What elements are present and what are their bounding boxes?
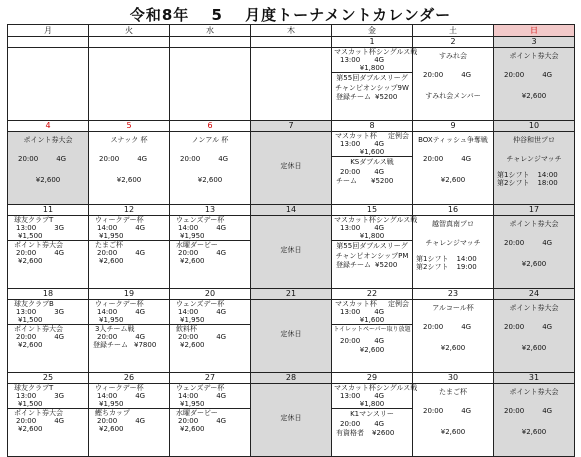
event-games: 4G [54, 249, 65, 258]
event-name: 第55回ダブルスリーグ [336, 242, 408, 251]
event-games: 4G [374, 392, 385, 401]
event-fee: ¥1,600 [359, 148, 385, 157]
event-fee: ¥2,600 [180, 257, 205, 266]
event-name: ノンアル 杯 [191, 136, 229, 144]
event-name: ポイント券大会 [509, 52, 559, 60]
event-cell [8, 384, 89, 457]
event-fee: ¥2,600 [197, 176, 223, 185]
event-time: 14:00 [178, 392, 199, 401]
event-time: 14:00 [97, 308, 118, 317]
event-games: 4G [135, 249, 146, 258]
event-name: ポイント券大会 [14, 409, 63, 418]
event-cell [89, 132, 170, 205]
day-number: 4 [8, 121, 89, 132]
event-games: 4G [374, 337, 385, 346]
event-cell [8, 300, 89, 373]
event-cell [413, 216, 494, 289]
event-cell [413, 132, 494, 205]
day-number: 2 [413, 37, 494, 48]
week-3-events [8, 216, 575, 289]
event-name: スナック 杯 [110, 136, 148, 144]
event-subtitle: チャレンジマッチ [425, 239, 481, 248]
event-games: 4G [135, 392, 146, 401]
event-type: シングルス戦 [375, 384, 418, 392]
empty-day-cell [170, 48, 251, 121]
week-5-day-numbers [8, 373, 575, 384]
day-number: 3 [494, 37, 575, 48]
event-fee: ¥2,600 [18, 425, 43, 434]
event-time: 14:00 [97, 392, 118, 401]
event-games: 4G [54, 333, 65, 342]
event-name: ポイント券大会 [509, 388, 559, 396]
day-number: 24 [494, 289, 575, 300]
closed-day-cell [251, 300, 332, 373]
event-games: 4G [542, 239, 553, 248]
event-time: 14:00 [178, 224, 199, 233]
event-name: 水曜ダービー [176, 241, 218, 250]
weekday-thu: 木 [251, 25, 332, 37]
event-fee: ¥5200 [375, 261, 398, 270]
shift-label: 第2シフト [416, 263, 449, 272]
week-4-events [8, 300, 575, 373]
closed-label: 定休日 [280, 413, 302, 422]
event-time: 20:00 [423, 71, 444, 80]
day-number: 29 [332, 373, 413, 384]
event-entry: すみれ会メンバー [425, 92, 481, 101]
event-games: 3G [54, 308, 65, 317]
day-number: 9 [413, 121, 494, 132]
event-games: 4G [135, 333, 146, 342]
event-fee: ¥1,950 [180, 316, 205, 325]
event-name: トイレットペーパー取り放題 [333, 326, 411, 334]
event-games: 4G [216, 333, 227, 342]
empty-day-cell [8, 48, 89, 121]
shift-time: 19:00 [456, 263, 477, 272]
event-time: 20:00 [16, 333, 37, 342]
event-time: 20:00 [178, 249, 199, 258]
day-number: 15 [332, 205, 413, 216]
event-name: たまご杯 [95, 241, 123, 250]
event-time: 20:00 [18, 155, 39, 164]
day-number: 27 [170, 373, 251, 384]
event-entry: 登録チーム [93, 341, 128, 350]
event-fee: ¥7800 [134, 341, 157, 350]
event-games: 4G [54, 417, 65, 426]
event-entry: 登録チーム [336, 93, 371, 102]
event-cell [494, 300, 575, 373]
week-3-day-numbers [8, 205, 575, 216]
event-cell [494, 132, 575, 205]
day-number: 17 [494, 205, 575, 216]
event-games: 4G [461, 155, 472, 164]
day-number: 13 [170, 205, 251, 216]
event-games: 4G [135, 224, 146, 233]
event-games: 4G [374, 56, 385, 65]
event-time: 14:00 [97, 224, 118, 233]
day-number: 30 [413, 373, 494, 384]
event-time: 20:00 [16, 417, 37, 426]
closed-label: 定休日 [280, 161, 302, 170]
event-games: 4G [461, 323, 472, 332]
event-fee: ¥2,600 [521, 428, 547, 437]
event-games: 4G [542, 71, 553, 80]
event-name: 球友クラブB [14, 300, 54, 308]
event-name: 第55回ダブルスリーグ [336, 74, 408, 83]
event-time: 20:00 [504, 71, 525, 80]
event-cell [89, 300, 170, 373]
shift-time: 14:00 [537, 171, 558, 180]
weekday-sat: 土 [413, 25, 494, 37]
event-name: マスカット杯 [334, 48, 376, 56]
empty-day-cell [251, 48, 332, 121]
event-type: 定例会 [388, 300, 409, 308]
event-name: マスカット杯 [334, 384, 376, 392]
event-entry: 有資格者 [336, 429, 364, 438]
event-games: 4G [374, 140, 385, 149]
event-name: BOXティッシュ争奪戦 [418, 136, 488, 144]
event-fee: ¥1,500 [18, 400, 43, 409]
event-fee: ¥1,950 [99, 232, 124, 241]
day-number: 19 [89, 289, 170, 300]
event-games: 4G [216, 392, 227, 401]
event-fee: ¥5200 [375, 93, 398, 102]
event-cell [170, 132, 251, 205]
weekday-header-row [8, 25, 575, 37]
event-fee: ¥2,600 [440, 428, 466, 437]
event-games: 4G [542, 323, 553, 332]
event-fee: ¥1,800 [359, 64, 385, 73]
event-cell [332, 216, 418, 289]
day-number: 14 [251, 205, 332, 216]
event-games: 4G [137, 155, 148, 164]
event-time: 20:00 [178, 417, 199, 426]
shift-time: 18:00 [537, 179, 558, 188]
event-fee: ¥2,600 [359, 346, 385, 355]
day-number: 16 [413, 205, 494, 216]
day-number: 11 [8, 205, 89, 216]
event-fee: ¥1,950 [99, 316, 124, 325]
event-name: ポイント券大会 [509, 220, 559, 228]
empty-day-cell [89, 48, 170, 121]
day-number [170, 37, 251, 48]
event-time: 20:00 [423, 323, 444, 332]
event-fee: ¥2,600 [521, 92, 547, 101]
event-games: 4G [374, 224, 385, 233]
day-number: 28 [251, 373, 332, 384]
event-time: 20:00 [423, 155, 444, 164]
event-fee: ¥1,950 [180, 232, 205, 241]
event-cell [494, 384, 575, 457]
event-fee: ¥2,600 [180, 425, 205, 434]
event-time: 20:00 [504, 239, 525, 248]
event-time: 20:00 [340, 420, 361, 429]
weekday-sun: 日 [494, 25, 575, 37]
day-number: 31 [494, 373, 575, 384]
event-name: チャンピオンシップ9W [335, 84, 409, 93]
event-name: ポイント券大会 [23, 136, 73, 144]
event-name: ポイント券大会 [509, 304, 559, 312]
weekday-fri: 金 [332, 25, 413, 37]
event-cell [494, 216, 575, 289]
closed-label: 定休日 [280, 245, 302, 254]
event-time: 20:00 [97, 333, 118, 342]
event-fee: ¥1,950 [180, 400, 205, 409]
event-games: 4G [216, 417, 227, 426]
weekday-wed: 水 [170, 25, 251, 37]
event-games: 4G [56, 155, 67, 164]
event-time: 20:00 [504, 323, 525, 332]
event-cell [8, 132, 89, 205]
event-name: 越智真南プロ [432, 220, 474, 228]
day-number [8, 37, 89, 48]
event-fee: ¥1,800 [359, 400, 385, 409]
closed-day-cell [251, 384, 332, 457]
event-cell [170, 216, 251, 289]
event-time: 13:00 [340, 140, 361, 149]
event-type: シングルス戦 [375, 48, 418, 56]
event-games: 4G [374, 308, 385, 317]
event-name: ウィークデー杯 [95, 384, 144, 392]
event-fee: ¥2,600 [521, 344, 547, 353]
event-time: 20:00 [504, 407, 525, 416]
event-name: すみれ会 [439, 52, 467, 60]
event-name: ウェンズデー杯 [176, 300, 225, 308]
event-name: ポイント券大会 [14, 325, 63, 334]
event-fee: ¥2,600 [18, 257, 43, 266]
day-number: 8 [332, 121, 413, 132]
event-name: たまご杯 [439, 388, 467, 396]
event-games: 4G [135, 417, 146, 426]
day-number: 7 [251, 121, 332, 132]
event-name: 鰹ちカップ [95, 409, 130, 418]
calendar-table [7, 24, 575, 457]
event-games: 4G [542, 407, 553, 416]
event-cell [170, 300, 251, 373]
event-name: チャンピオンシップPM [335, 252, 409, 261]
day-number: 18 [8, 289, 89, 300]
event-time: 20:00 [99, 155, 120, 164]
event-time: 20:00 [97, 417, 118, 426]
event-games: 4G [216, 224, 227, 233]
event-fee: ¥2600 [372, 429, 395, 438]
event-fee: ¥2,600 [521, 260, 547, 269]
closed-day-cell [251, 216, 332, 289]
event-name: K1マンスリー [350, 410, 394, 419]
event-time: 20:00 [16, 249, 37, 258]
event-time: 20:00 [340, 337, 361, 346]
event-name: 3人チーム戦 [95, 325, 135, 334]
event-subtitle: チャレンジマッチ [506, 155, 562, 164]
day-number: 25 [8, 373, 89, 384]
event-name: ウィークデー杯 [95, 300, 144, 308]
event-name: ウェンズデー杯 [176, 216, 225, 224]
shift-label: 第1シフト [497, 171, 530, 180]
event-name: 飲料杯 [176, 325, 197, 334]
event-games: 4G [216, 249, 227, 258]
event-time: 20:00 [340, 168, 361, 177]
event-cell [413, 48, 494, 121]
day-number [89, 37, 170, 48]
event-cell [89, 384, 170, 457]
event-fee: ¥1,500 [18, 232, 43, 241]
closed-label: 定休日 [280, 329, 302, 338]
event-type: 定例会 [388, 132, 409, 140]
event-cell [170, 384, 251, 457]
week-5-events [8, 384, 575, 457]
event-cell [89, 216, 170, 289]
event-cell [494, 48, 575, 121]
event-fee: ¥2,600 [180, 341, 205, 350]
day-number: 12 [89, 205, 170, 216]
event-time: 14:00 [178, 308, 199, 317]
page-title: 令和8年 5 月度トーナメントカレンダー [129, 6, 452, 24]
event-time: 13:00 [16, 308, 37, 317]
event-fee: ¥2,600 [35, 176, 61, 185]
event-name: マスカット杯 [335, 300, 377, 308]
day-number: 22 [332, 289, 413, 300]
event-entry: 登録チーム [336, 261, 371, 270]
event-games: 4G [135, 308, 146, 317]
event-cell [413, 300, 494, 373]
event-entry: チーム [336, 177, 357, 186]
event-time: 20:00 [178, 333, 199, 342]
day-number: 5 [89, 121, 170, 132]
event-fee: ¥2,600 [99, 257, 124, 266]
week-1-events [8, 48, 575, 121]
event-cell [332, 300, 413, 373]
event-name: 球友クラブT [14, 216, 54, 224]
event-cell [413, 384, 494, 457]
event-fee: ¥1,950 [99, 400, 124, 409]
event-fee: ¥1,600 [359, 316, 385, 325]
shift-label: 第2シフト [497, 179, 530, 188]
day-number [251, 37, 332, 48]
event-cell [332, 132, 413, 205]
event-time: 13:00 [16, 392, 37, 401]
event-cell [332, 48, 418, 121]
event-name: 仲谷和世プロ [513, 136, 555, 144]
event-time: 20:00 [423, 407, 444, 416]
event-name: ウィークデー杯 [95, 216, 144, 224]
week-1-day-numbers [8, 37, 575, 48]
weekday-tue: 火 [89, 25, 170, 37]
closed-day-cell [251, 132, 332, 205]
event-time: 13:00 [340, 308, 361, 317]
event-name: KSダブルス戦 [350, 158, 394, 167]
day-number: 1 [332, 37, 413, 48]
event-games: 4G [218, 155, 229, 164]
event-time: 20:00 [180, 155, 201, 164]
day-number: 20 [170, 289, 251, 300]
event-fee: ¥1,800 [359, 232, 385, 241]
day-number: 10 [494, 121, 575, 132]
event-fee: ¥2,600 [18, 341, 43, 350]
event-games: 4G [461, 407, 472, 416]
week-4-day-numbers [8, 289, 575, 300]
event-fee: ¥5200 [371, 177, 394, 186]
event-time: 13:00 [16, 224, 37, 233]
event-fee: ¥1,500 [18, 316, 43, 325]
event-name: ウェンズデー杯 [176, 384, 225, 392]
event-time: 20:00 [97, 249, 118, 258]
event-fee: ¥2,600 [116, 176, 142, 185]
day-number: 21 [251, 289, 332, 300]
weekday-mon: 月 [8, 25, 89, 37]
event-name: 水曜ダービー [176, 409, 218, 418]
event-time: 13:00 [340, 392, 361, 401]
event-cell [332, 384, 418, 457]
event-name: ポイント券大会 [14, 241, 63, 250]
event-name: 球友クラブT [14, 384, 54, 392]
event-games: 3G [54, 224, 65, 233]
event-games: 4G [461, 71, 472, 80]
event-name: マスカット杯 [334, 216, 376, 224]
event-games: 4G [374, 420, 385, 429]
event-name: マスカット杯 [335, 132, 377, 140]
day-number: 26 [89, 373, 170, 384]
day-number: 6 [170, 121, 251, 132]
event-fee: ¥2,600 [440, 176, 466, 185]
shift-time: 14:00 [456, 255, 477, 264]
event-cell [8, 216, 89, 289]
event-name: アルコール杯 [432, 304, 474, 312]
week-2-events [8, 132, 575, 205]
event-time: 13:00 [340, 56, 361, 65]
event-fee: ¥2,600 [99, 425, 124, 434]
week-2-day-numbers [8, 121, 575, 132]
event-fee: ¥2,600 [440, 344, 466, 353]
shift-label: 第1シフト [416, 255, 449, 264]
event-games: 3G [54, 392, 65, 401]
event-time: 13:00 [340, 224, 361, 233]
event-games: 4G [374, 168, 385, 177]
event-games: 4G [216, 308, 227, 317]
event-type: シングルス戦 [375, 216, 418, 224]
day-number: 23 [413, 289, 494, 300]
